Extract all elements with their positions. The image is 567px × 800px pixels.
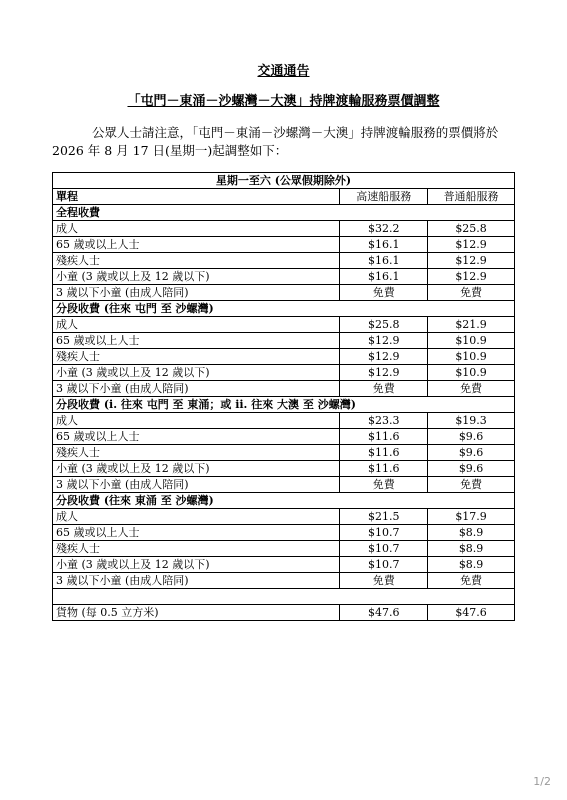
- fare-fast: $12.9: [340, 365, 428, 381]
- table-row: [53, 381, 515, 397]
- table-row: [53, 253, 515, 269]
- fare-ordinary: $12.9: [428, 237, 515, 253]
- fare-label: 殘疾人士: [53, 541, 340, 557]
- fare-ordinary: $25.8: [428, 221, 515, 237]
- section-header-row: [53, 301, 515, 317]
- fare-label: 3 歲以下小童 (由成人陪同): [53, 285, 340, 301]
- fare-fast: $10.7: [340, 525, 428, 541]
- table-row: [53, 237, 515, 253]
- fare-label: 小童 (3 歲或以上及 12 歲以下): [53, 557, 340, 573]
- table-row: [53, 461, 515, 477]
- fare-label: 成人: [53, 317, 340, 333]
- section-title: 分段收費 (往來 東涌 至 沙螺灣): [53, 493, 515, 509]
- cargo-label: 貨物 (每 0.5 立方米): [53, 605, 340, 621]
- notice-paragraph: 公眾人士請注意，「屯門－東涌－沙螺灣－大澳」持牌渡輪服務的票價將於 2026 年 8 月 17 日(星期一)起調整如下：: [52, 125, 499, 158]
- fare-ordinary: $19.3: [428, 413, 515, 429]
- fare-ordinary: $10.9: [428, 365, 515, 381]
- cargo-ordinary: $47.6: [428, 605, 515, 621]
- fare-label: 3 歲以下小童 (由成人陪同): [53, 381, 340, 397]
- table-row: [53, 317, 515, 333]
- section-header-row: [53, 493, 515, 509]
- spacer-cell: [53, 589, 515, 605]
- fare-fast: $10.7: [340, 557, 428, 573]
- page-indicator: 1/2: [533, 775, 551, 788]
- table-row: [53, 365, 515, 381]
- table-row: [53, 333, 515, 349]
- fare-fast: $12.9: [340, 349, 428, 365]
- table-row: [53, 285, 515, 301]
- fare-fast: $21.5: [340, 509, 428, 525]
- fare-fast: $12.9: [340, 333, 428, 349]
- fare-label: 小童 (3 歲或以上及 12 歲以下): [53, 269, 340, 285]
- fare-fast: $10.7: [340, 541, 428, 557]
- table-row: [53, 221, 515, 237]
- fare-label: 成人: [53, 221, 340, 237]
- table-row: [53, 445, 515, 461]
- fare-fast: $32.2: [340, 221, 428, 237]
- fare-label: 小童 (3 歲或以上及 12 歲以下): [53, 365, 340, 381]
- table-row: [53, 429, 515, 445]
- fare-label: 65 歲或以上人士: [53, 525, 340, 541]
- table-row: [53, 269, 515, 285]
- fare-label: 小童 (3 歲或以上及 12 歲以下): [53, 461, 340, 477]
- fare-ordinary: $21.9: [428, 317, 515, 333]
- cargo-fast: $47.6: [340, 605, 428, 621]
- fare-label: 成人: [53, 509, 340, 525]
- fare-label: 3 歲以下小童 (由成人陪同): [53, 573, 340, 589]
- table-row: [53, 509, 515, 525]
- fare-fast: $16.1: [340, 269, 428, 285]
- fare-ordinary: 免費: [428, 381, 515, 397]
- section-header-row: [53, 205, 515, 221]
- period-header: 星期一至六 (公眾假期除外): [53, 173, 515, 189]
- section-title: 全程收費: [53, 205, 515, 221]
- fare-label: 3 歲以下小童 (由成人陪同): [53, 477, 340, 493]
- col-ordinary-header: 普通船服務: [428, 189, 515, 205]
- section-header-row: [53, 397, 515, 413]
- fare-label: 殘疾人士: [53, 253, 340, 269]
- notice-subtitle: 「屯門－東涌－沙螺灣－大澳」持牌渡輪服務票價調整: [127, 94, 440, 109]
- section-title: 分段收費 (i. 往來 屯門 至 東涌；或 ii. 往來 大澳 至 沙螺灣): [53, 397, 515, 413]
- table-row: [53, 349, 515, 365]
- table-row: [53, 557, 515, 573]
- fare-ordinary: $12.9: [428, 269, 515, 285]
- table-row: [53, 413, 515, 429]
- fare-label: 65 歲或以上人士: [53, 429, 340, 445]
- fare-fast: $16.1: [340, 253, 428, 269]
- col-fast-header: 高速船服務: [340, 189, 428, 205]
- table-row: [53, 525, 515, 541]
- fare-ordinary: $12.9: [428, 253, 515, 269]
- table-row: [53, 477, 515, 493]
- spacer-row: [53, 589, 515, 605]
- fare-label: 殘疾人士: [53, 445, 340, 461]
- fare-label: 殘疾人士: [53, 349, 340, 365]
- fare-ordinary: $8.9: [428, 557, 515, 573]
- fare-label: 成人: [53, 413, 340, 429]
- fare-ordinary: $9.6: [428, 445, 515, 461]
- fare-ordinary: $8.9: [428, 525, 515, 541]
- fare-fast: $11.6: [340, 445, 428, 461]
- fare-ordinary: $9.6: [428, 429, 515, 445]
- fare-fast: 免費: [340, 381, 428, 397]
- fare-ordinary: $10.9: [428, 349, 515, 365]
- fare-ordinary: $17.9: [428, 509, 515, 525]
- fare-label: 65 歲或以上人士: [53, 333, 340, 349]
- fare-fast: 免費: [340, 573, 428, 589]
- fare-fast: $16.1: [340, 237, 428, 253]
- fare-ordinary: 免費: [428, 573, 515, 589]
- section-title: 分段收費 (往來 屯門 至 沙螺灣): [53, 301, 515, 317]
- fare-fast: 免費: [340, 477, 428, 493]
- fare-fast: $25.8: [340, 317, 428, 333]
- col-route-header: 單程: [53, 189, 340, 205]
- notice-title: 交通通告: [257, 64, 310, 79]
- fare-fast: $11.6: [340, 429, 428, 445]
- fare-fast: $23.3: [340, 413, 428, 429]
- fare-ordinary: $9.6: [428, 461, 515, 477]
- fare-fast: 免費: [340, 285, 428, 301]
- fare-fast: $11.6: [340, 461, 428, 477]
- fare-ordinary: $8.9: [428, 541, 515, 557]
- fare-ordinary: 免費: [428, 477, 515, 493]
- table-row: [53, 573, 515, 589]
- fare-ordinary: $10.9: [428, 333, 515, 349]
- fare-ordinary: 免費: [428, 285, 515, 301]
- table-row: [53, 541, 515, 557]
- fare-label: 65 歲或以上人士: [53, 237, 340, 253]
- fare-table: [52, 172, 515, 621]
- cargo-row: [53, 605, 515, 621]
